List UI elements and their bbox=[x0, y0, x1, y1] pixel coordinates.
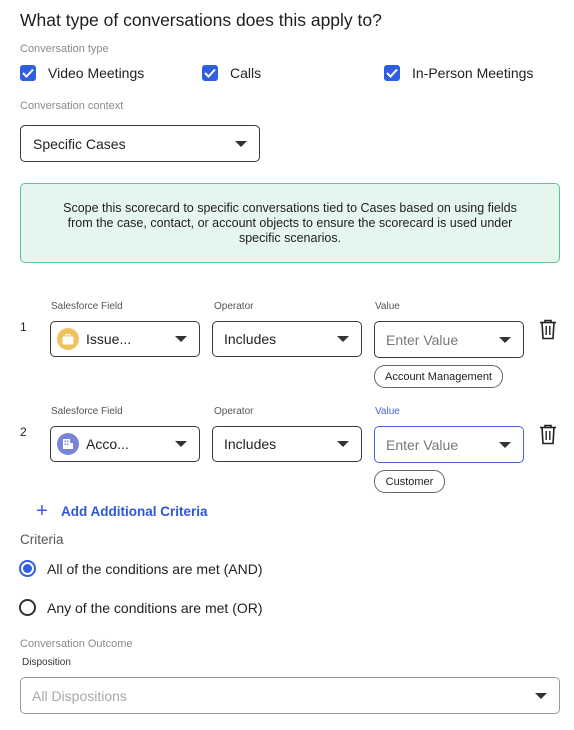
salesforce-field-select[interactable] bbox=[50, 321, 200, 357]
conversation-type-label: Conversation type bbox=[20, 43, 109, 55]
checkbox-video-meetings[interactable] bbox=[20, 65, 144, 81]
field-value: Acco... bbox=[86, 436, 129, 452]
checkbox-in-person-meetings[interactable] bbox=[384, 65, 533, 81]
value-chip[interactable]: Customer bbox=[374, 470, 445, 493]
scope-info-banner bbox=[20, 183, 560, 263]
operator-label: Operator bbox=[214, 301, 254, 312]
criteria-label: Criteria bbox=[20, 532, 64, 547]
checkbox-label: Video Meetings bbox=[48, 65, 145, 81]
disposition-select[interactable] bbox=[20, 677, 560, 714]
salesforce-field-select[interactable] bbox=[50, 426, 200, 462]
caret-down-icon bbox=[175, 336, 187, 342]
caret-down-icon bbox=[235, 141, 247, 147]
radio-unselected-icon[interactable] bbox=[19, 599, 36, 616]
radio-label: Any of the conditions are met (OR) bbox=[47, 599, 263, 616]
page-title: What type of conversations does this apply to? bbox=[20, 10, 382, 30]
checkbox-label: In-Person Meetings bbox=[412, 65, 534, 81]
salesforce-field-label: Salesforce Field bbox=[51, 406, 123, 417]
add-criteria-label: Add Additional Criteria bbox=[61, 503, 208, 519]
info-text: Scope this scorecard to specific conversations tied to Cases based on using fields from the case, contact, or account objects to ensure the scorecard is used under specific scenarios. bbox=[63, 200, 517, 245]
value-placeholder: Enter Value bbox=[386, 331, 459, 348]
select-value: Specific Cases bbox=[33, 135, 126, 152]
salesforce-field-label: Salesforce Field bbox=[51, 301, 123, 312]
radio-any-conditions[interactable] bbox=[19, 599, 263, 616]
value-label: Value bbox=[375, 301, 400, 312]
operator-value: Includes bbox=[224, 331, 277, 347]
checkbox-checked-icon[interactable] bbox=[202, 65, 218, 81]
disposition-placeholder: All Dispositions bbox=[32, 687, 127, 704]
radio-selected-icon[interactable] bbox=[19, 560, 36, 577]
conversation-context-select[interactable] bbox=[20, 125, 260, 162]
checkbox-calls[interactable] bbox=[202, 65, 261, 81]
criteria-row-number: 2 bbox=[20, 425, 27, 439]
trash-icon[interactable] bbox=[538, 423, 558, 445]
caret-down-icon bbox=[499, 337, 511, 343]
caret-down-icon bbox=[499, 442, 511, 448]
radio-label: All of the conditions are met (AND) bbox=[47, 560, 263, 577]
caret-down-icon bbox=[337, 336, 349, 342]
value-input[interactable] bbox=[374, 426, 524, 463]
plus-icon: + bbox=[36, 500, 48, 522]
criteria-row-number: 1 bbox=[20, 320, 27, 334]
checkbox-checked-icon[interactable] bbox=[20, 65, 36, 81]
caret-down-icon bbox=[337, 441, 349, 447]
conversation-outcome-label: Conversation Outcome bbox=[20, 638, 133, 650]
operator-label: Operator bbox=[214, 406, 254, 417]
value-label: Value bbox=[375, 406, 400, 417]
radio-all-conditions[interactable] bbox=[19, 560, 263, 577]
field-value: Issue... bbox=[86, 331, 132, 347]
caret-down-icon bbox=[535, 693, 547, 699]
operator-select[interactable] bbox=[212, 321, 362, 357]
conversation-context-label: Conversation context bbox=[20, 100, 124, 112]
briefcase-icon bbox=[57, 328, 79, 350]
add-criteria-button[interactable] bbox=[34, 502, 208, 520]
operator-select[interactable] bbox=[212, 426, 362, 462]
checkbox-checked-icon[interactable] bbox=[384, 65, 400, 81]
trash-icon[interactable] bbox=[538, 318, 558, 340]
disposition-label: Disposition bbox=[22, 657, 71, 668]
value-input[interactable] bbox=[374, 321, 524, 358]
checkbox-label: Calls bbox=[230, 65, 262, 81]
operator-value: Includes bbox=[224, 436, 277, 452]
value-chip[interactable]: Account Management bbox=[374, 365, 503, 388]
value-placeholder: Enter Value bbox=[386, 436, 459, 453]
building-icon bbox=[57, 433, 79, 455]
caret-down-icon bbox=[175, 441, 187, 447]
